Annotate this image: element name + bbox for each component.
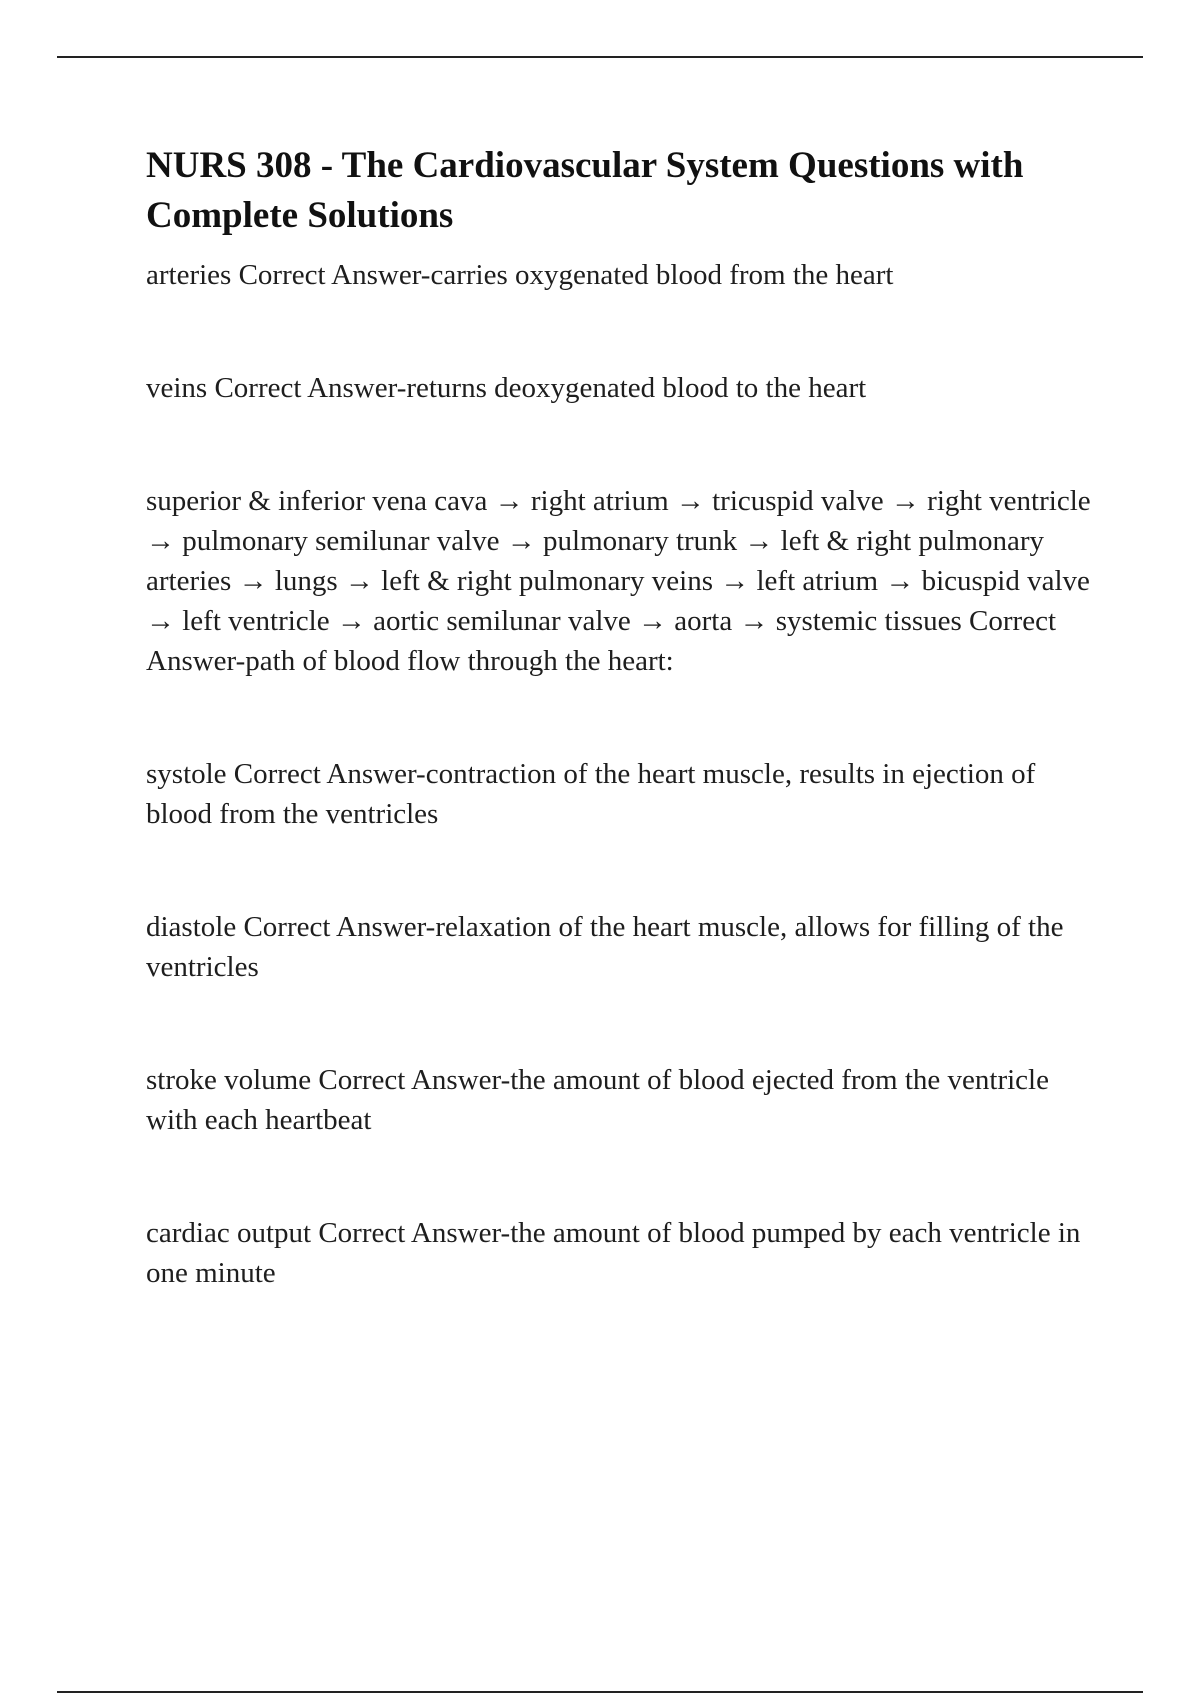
qa-item-stroke-volume: stroke volume Correct Answer-the amount of blood ejected from the ventricle with each heartbeat xyxy=(146,1064,1057,1136)
footer-rule xyxy=(57,1691,1143,1693)
header-rule xyxy=(57,56,1143,58)
document-title: NURS 308 - The Cardiovascular System Questions with Complete Solutions xyxy=(146,145,1024,236)
qa-item-veins: veins Correct Answer-returns deoxygenated blood to the heart xyxy=(146,372,867,404)
qa-item-cardiac-output: cardiac output Correct Answer-the amount of blood pumped by each ventricle in one minute xyxy=(146,1217,1088,1289)
qa-list xyxy=(146,255,1096,1293)
qa-item-diastole: diastole Correct Answer-relaxation of the heart muscle, allows for filling of the ventricles xyxy=(146,911,1071,983)
qa-item-systole: systole Correct Answer-contraction of the heart muscle, results in ejection of blood from the ventricles xyxy=(146,758,1043,830)
qa-item-blood-flow-path: superior & inferior vena cava → right atrium → tricuspid valve → right ventricle → pulmonary semilunar valve → pulmonary trunk → left & right pulmonary arteries → lungs → left & right pulmonary veins → left atrium → bicuspid valve → left ventricle → aortic semilunar valve → aorta → systemic tissues Correct Answer-path of blood flow through the heart: xyxy=(146,485,1098,677)
document-body xyxy=(146,141,1096,1366)
qa-item-arteries: arteries Correct Answer-carries oxygenated blood from the heart xyxy=(146,259,894,291)
